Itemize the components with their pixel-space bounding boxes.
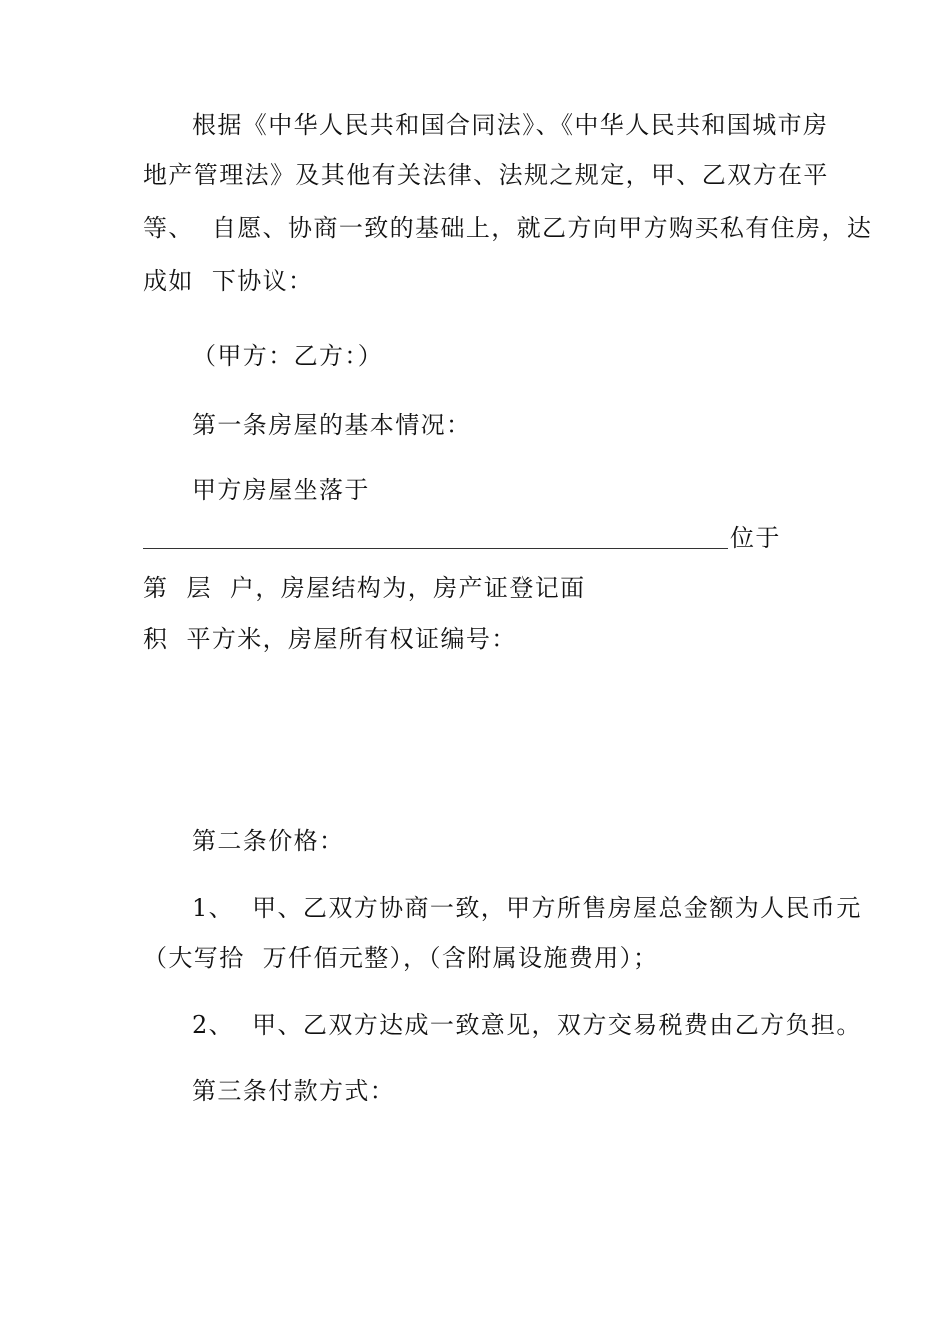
located-at-label: 位于 (730, 524, 781, 552)
parties-line: （甲方：乙方：） (192, 342, 384, 370)
preamble-line-4: 成如 下协议： (143, 267, 314, 295)
price-item-1-line-1: 1、 甲、乙双方协商一致，甲方所售房屋总金额为人民币元 (192, 894, 862, 922)
preamble-line-2: 地产管理法》及其他有关法律、法规之规定，甲、乙双方在平 (143, 161, 829, 189)
article-2-heading: 第二条价格： (192, 827, 345, 855)
area-certificate-line: 积 平方米，房屋所有权证编号： (143, 625, 517, 653)
preamble-line-1: 根据《中华人民共和国合同法》、《中华人民共和国城市房 (192, 111, 829, 139)
article-1-heading: 第一条房屋的基本情况： (192, 411, 472, 439)
location-intro: 甲方房屋坐落于 (192, 476, 370, 504)
preamble-line-3: 等、 自愿、协商一致的基础上，就乙方向甲方购买私有住房，达 (143, 214, 873, 242)
floor-structure-line: 第 层 户，房屋结构为，房产证登记面 (143, 574, 586, 602)
article-3-heading: 第三条付款方式： (192, 1077, 396, 1105)
price-item-1-line-2: （大写拾 万仟佰元整），（含附属设施费用）； (143, 944, 659, 972)
price-item-2: 2、 甲、乙双方达成一致意见，双方交易税费由乙方负担。 (192, 1011, 862, 1039)
address-blank-line (143, 548, 728, 549)
